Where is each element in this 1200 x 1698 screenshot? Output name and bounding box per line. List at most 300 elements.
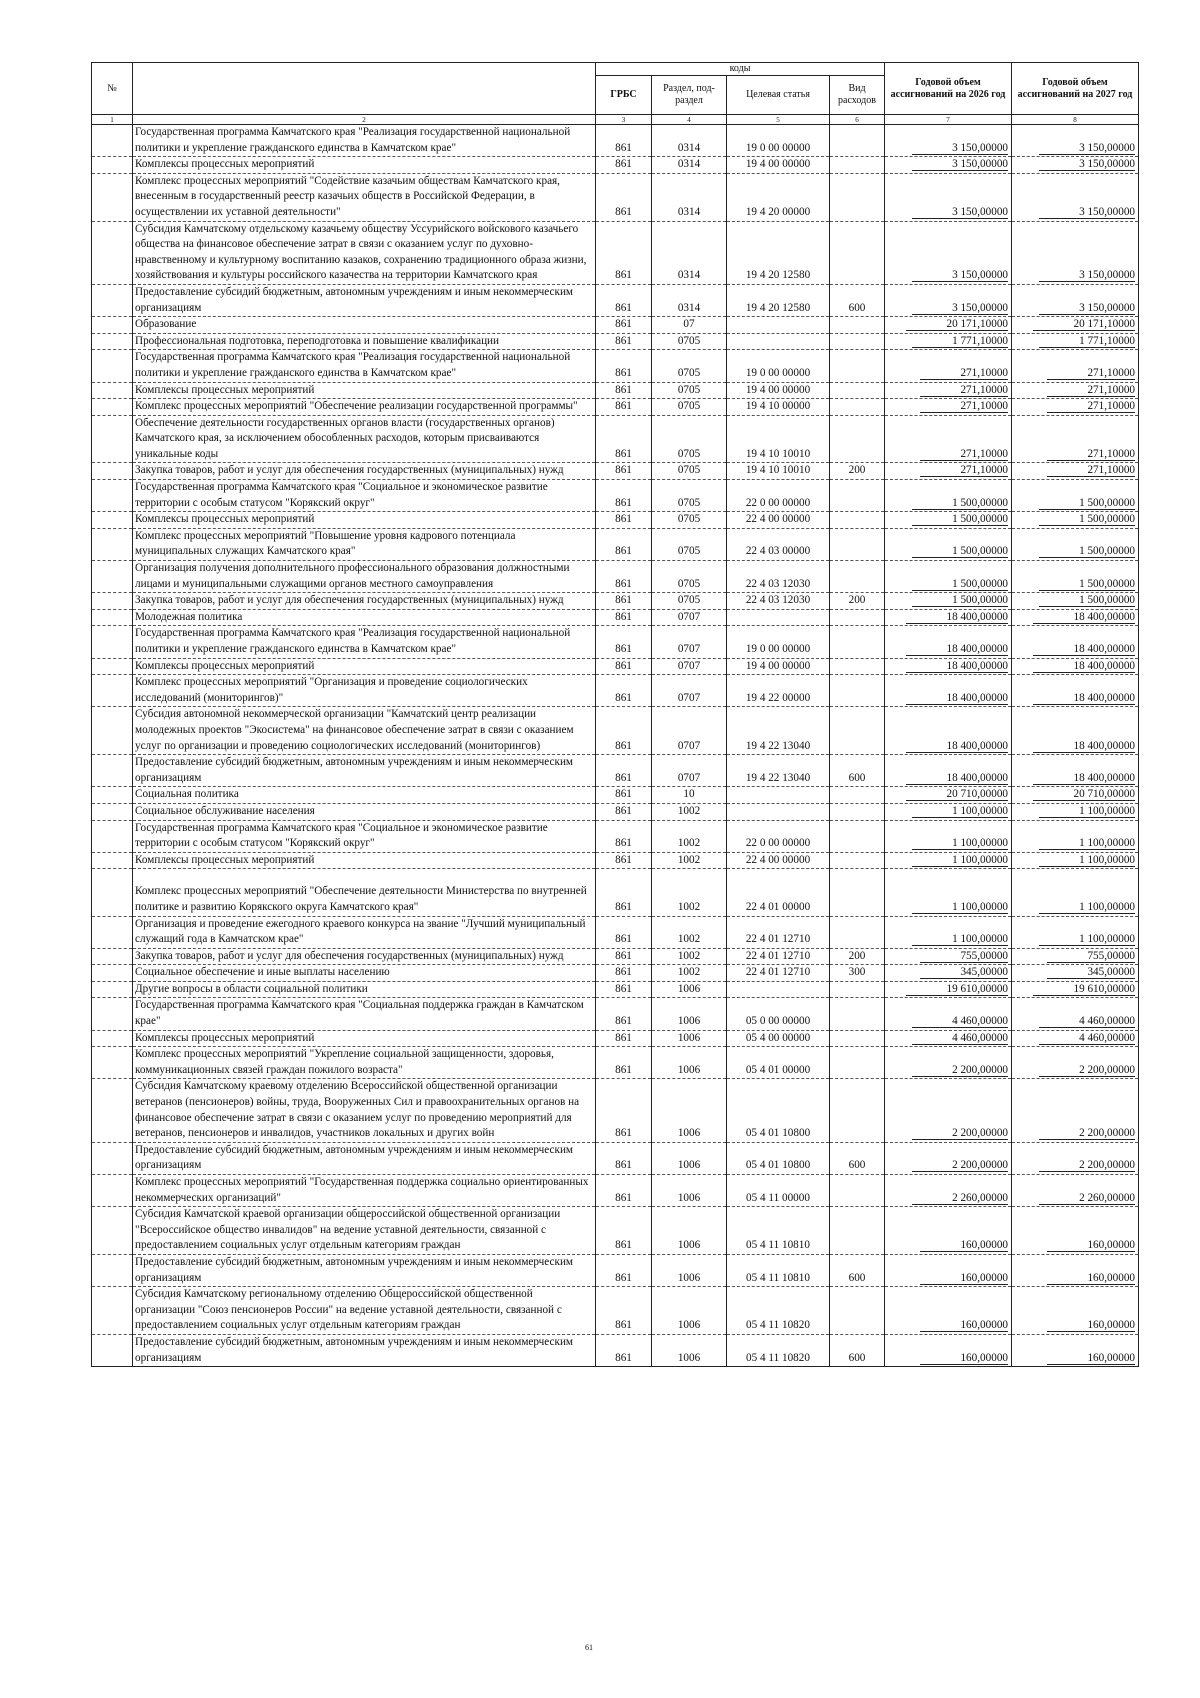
amount-value: 1 500,00000 <box>1039 545 1135 558</box>
amount-value: 4 460,00000 <box>912 1015 1008 1028</box>
row-expense-type-cell: 600 <box>830 1142 885 1174</box>
row-volume-2027-cell <box>1012 1287 1139 1335</box>
amount-value: 1 100,00000 <box>1039 805 1135 818</box>
table-row <box>92 626 1139 658</box>
row-number-cell <box>92 221 133 284</box>
table-row <box>92 1207 1139 1255</box>
row-name-cell: Социальное обеспечение и иные выплаты населению <box>133 965 596 982</box>
amount-value: 3 150,00000 <box>912 142 1008 155</box>
row-volume-2026-cell <box>885 528 1012 560</box>
amount-value: 3 150,00000 <box>912 206 1008 219</box>
row-section-cell: 10 <box>652 787 727 804</box>
row-volume-2026-cell <box>885 803 1012 820</box>
row-volume-2027-cell <box>1012 593 1139 610</box>
row-number-cell <box>92 981 133 998</box>
row-volume-2026-cell <box>885 1334 1012 1366</box>
amount-value: 18 400,00000 <box>1033 611 1135 624</box>
row-article-cell: 19 4 00 00000 <box>727 658 830 675</box>
amount-value: 1 100,00000 <box>1039 837 1135 850</box>
table-row <box>92 173 1139 221</box>
amount-value: 3 150,00000 <box>1039 142 1135 155</box>
row-article-cell: 05 4 01 00000 <box>727 1047 830 1079</box>
row-number-cell <box>92 820 133 852</box>
index-1: 1 <box>92 115 133 125</box>
amount-value: 345,00000 <box>920 966 1008 979</box>
amount-value: 4 460,00000 <box>912 1032 1008 1045</box>
row-volume-2026-cell <box>885 480 1012 512</box>
index-4: 4 <box>652 115 727 125</box>
amount-value: 1 500,00000 <box>912 594 1008 607</box>
row-volume-2027-cell <box>1012 965 1139 982</box>
row-number-cell <box>92 658 133 675</box>
table-row <box>92 998 1139 1030</box>
row-expense-type-cell <box>830 480 885 512</box>
row-section-cell: 0707 <box>652 707 727 755</box>
row-grbs-cell: 861 <box>596 399 652 416</box>
row-grbs-cell: 861 <box>596 561 652 593</box>
row-article-cell: 22 4 01 12710 <box>727 965 830 982</box>
row-grbs-cell: 861 <box>596 869 652 916</box>
row-number-cell <box>92 869 133 916</box>
row-grbs-cell: 861 <box>596 675 652 707</box>
amount-value: 271,10000 <box>920 367 1008 380</box>
row-grbs-cell: 861 <box>596 593 652 610</box>
amount-value: 20 171,10000 <box>1033 318 1135 331</box>
row-article-cell: 19 4 20 00000 <box>727 173 830 221</box>
table-row <box>92 707 1139 755</box>
amount-value: 1 100,00000 <box>912 933 1008 946</box>
amount-value: 1 100,00000 <box>912 854 1008 867</box>
amount-value: 160,00000 <box>920 1319 1008 1332</box>
row-name-cell: Предоставление субсидий бюджетным, автономным учреждениям и иным некоммерческим организациям <box>133 1142 596 1174</box>
row-name-cell: Комплекс процессных мероприятий "Организация и проведение социологических исследований (мониторингов)" <box>133 675 596 707</box>
row-expense-type-cell <box>830 125 885 157</box>
row-number-cell <box>92 593 133 610</box>
table-row <box>92 1047 1139 1079</box>
row-volume-2027-cell <box>1012 221 1139 284</box>
amount-value: 2 200,00000 <box>912 1064 1008 1077</box>
index-3: 3 <box>596 115 652 125</box>
row-grbs-cell: 861 <box>596 1030 652 1047</box>
amount-value: 1 100,00000 <box>1039 854 1135 867</box>
amount-value: 1 100,00000 <box>912 805 1008 818</box>
row-expense-type-cell: 600 <box>830 284 885 316</box>
row-name-cell: Предоставление субсидий бюджетным, автономным учреждениям и иным некоммерческим организациям <box>133 284 596 316</box>
row-number-cell <box>92 1030 133 1047</box>
row-article-cell: 19 4 10 00000 <box>727 399 830 416</box>
row-volume-2027-cell <box>1012 675 1139 707</box>
table-row <box>92 1334 1139 1366</box>
row-volume-2026-cell <box>885 1079 1012 1142</box>
amount-value: 18 400,00000 <box>1033 643 1135 656</box>
row-number-cell <box>92 480 133 512</box>
row-volume-2027-cell <box>1012 1142 1139 1174</box>
row-volume-2026-cell <box>885 415 1012 463</box>
row-grbs-cell: 861 <box>596 480 652 512</box>
row-expense-type-cell <box>830 787 885 804</box>
row-number-cell <box>92 1142 133 1174</box>
row-expense-type-cell <box>830 528 885 560</box>
table-row <box>92 1079 1139 1142</box>
row-volume-2026-cell <box>885 512 1012 529</box>
row-volume-2027-cell <box>1012 658 1139 675</box>
row-volume-2027-cell <box>1012 173 1139 221</box>
row-name-cell: Комплекс процессных мероприятий "Укрепление социальной защищенности, здоровья, коммуникационных связей граждан пожилого возраста" <box>133 1047 596 1079</box>
row-expense-type-cell: 600 <box>830 755 885 787</box>
row-name-cell: Комплексы процессных мероприятий <box>133 658 596 675</box>
amount-value: 160,00000 <box>920 1272 1008 1285</box>
row-name-cell: Организация и проведение ежегодного краевого конкурса на звание "Лучший муниципальный служащий года в Камчатском крае" <box>133 916 596 948</box>
row-article-cell: 19 0 00 00000 <box>727 626 830 658</box>
amount-value: 1 500,00000 <box>912 545 1008 558</box>
row-name-cell: Комплексы процессных мероприятий <box>133 512 596 529</box>
amount-value: 3 150,00000 <box>1039 158 1135 171</box>
header-volume-2026: Годовой объем ассигнований на 2026 год <box>885 63 1012 115</box>
row-name-cell: Государственная программа Камчатского края "Реализация государственной национальной политики и укрепление гражданского единства в Камчатском крае" <box>133 350 596 382</box>
row-article-cell: 22 4 03 00000 <box>727 528 830 560</box>
row-number-cell <box>92 125 133 157</box>
row-number-cell <box>92 707 133 755</box>
amount-value: 18 400,00000 <box>1033 660 1135 673</box>
row-volume-2027-cell <box>1012 528 1139 560</box>
row-section-cell: 0707 <box>652 755 727 787</box>
row-expense-type-cell <box>830 1207 885 1255</box>
amount-value: 1 500,00000 <box>912 578 1008 591</box>
row-volume-2026-cell <box>885 157 1012 174</box>
row-grbs-cell: 861 <box>596 1334 652 1366</box>
row-name-cell: Организация получения дополнительного профессионального образования должностными лицами и муниципальными служащими органов местного самоуправления <box>133 561 596 593</box>
table-row <box>92 157 1139 174</box>
row-number-cell <box>92 1287 133 1335</box>
amount-value: 20 710,00000 <box>906 788 1008 801</box>
row-grbs-cell: 861 <box>596 1254 652 1286</box>
row-volume-2027-cell <box>1012 350 1139 382</box>
row-number-cell <box>92 609 133 626</box>
row-section-cell: 1002 <box>652 803 727 820</box>
row-name-cell: Государственная программа Камчатского края "Реализация государственной национальной политики и укрепление гражданского единства в Камчатском крае" <box>133 125 596 157</box>
row-number-cell <box>92 317 133 334</box>
row-article-cell: 05 4 01 10800 <box>727 1079 830 1142</box>
row-article-cell: 22 4 00 00000 <box>727 852 830 869</box>
row-volume-2026-cell <box>885 707 1012 755</box>
amount-value: 271,10000 <box>920 448 1008 461</box>
amount-value: 271,10000 <box>920 464 1008 477</box>
table-row <box>92 609 1139 626</box>
row-grbs-cell: 861 <box>596 221 652 284</box>
row-volume-2026-cell <box>885 333 1012 350</box>
index-8: 8 <box>1012 115 1139 125</box>
row-expense-type-cell <box>830 350 885 382</box>
row-volume-2026-cell <box>885 1175 1012 1207</box>
row-grbs-cell: 861 <box>596 415 652 463</box>
row-expense-type-cell <box>830 707 885 755</box>
row-expense-type-cell <box>830 609 885 626</box>
table-row <box>92 333 1139 350</box>
header-grbs: ГРБС <box>596 76 652 115</box>
row-volume-2026-cell <box>885 626 1012 658</box>
row-name-cell: Закупка товаров, работ и услуг для обеспечения государственных (муниципальных) нужд <box>133 463 596 480</box>
row-name-cell: Закупка товаров, работ и услуг для обеспечения государственных (муниципальных) нужд <box>133 593 596 610</box>
row-article-cell: 05 4 11 10820 <box>727 1334 830 1366</box>
row-name-cell: Комплексы процессных мероприятий <box>133 852 596 869</box>
amount-value: 271,10000 <box>1047 448 1135 461</box>
amount-value: 1 100,00000 <box>912 837 1008 850</box>
row-volume-2027-cell <box>1012 707 1139 755</box>
header-volume-2027: Годовой объем ассигнований на 2027 год <box>1012 63 1139 115</box>
row-volume-2027-cell <box>1012 869 1139 916</box>
row-expense-type-cell <box>830 869 885 916</box>
row-volume-2027-cell <box>1012 1079 1139 1142</box>
row-number-cell <box>92 157 133 174</box>
row-volume-2027-cell <box>1012 317 1139 334</box>
row-name-cell: Обеспечение деятельности государственных органов власти (государственных органов) Камчатского края, за исключением обособленных расходов, которым присваиваются уникальные коды <box>133 415 596 463</box>
amount-value: 2 260,00000 <box>1039 1192 1135 1205</box>
amount-value: 1 771,10000 <box>912 335 1008 348</box>
row-name-cell: Государственная программа Камчатского края "Социальное и экономическое развитие территории с особым статусом "Корякский округ" <box>133 820 596 852</box>
row-name-cell: Государственная программа Камчатского края "Социальная поддержка граждан в Камчатском крае" <box>133 998 596 1030</box>
header-number: № <box>92 63 133 115</box>
row-volume-2026-cell <box>885 593 1012 610</box>
row-number-cell <box>92 626 133 658</box>
row-article-cell: 19 4 22 13040 <box>727 755 830 787</box>
row-expense-type-cell <box>830 1030 885 1047</box>
amount-value: 160,00000 <box>920 1352 1008 1365</box>
row-section-cell: 1002 <box>652 965 727 982</box>
table-row <box>92 221 1139 284</box>
row-section-cell: 1006 <box>652 1254 727 1286</box>
amount-value: 18 400,00000 <box>906 740 1008 753</box>
row-grbs-cell: 861 <box>596 382 652 399</box>
amount-value: 3 150,00000 <box>1039 269 1135 282</box>
amount-value: 755,00000 <box>1047 950 1135 963</box>
row-article-cell: 22 4 01 12710 <box>727 916 830 948</box>
row-name-cell: Другие вопросы в области социальной политики <box>133 981 596 998</box>
amount-value: 160,00000 <box>1047 1352 1135 1365</box>
row-number-cell <box>92 803 133 820</box>
row-volume-2027-cell <box>1012 1047 1139 1079</box>
amount-value: 18 400,00000 <box>1033 740 1135 753</box>
table-row <box>92 1254 1139 1286</box>
row-grbs-cell: 861 <box>596 626 652 658</box>
row-expense-type-cell <box>830 981 885 998</box>
row-grbs-cell: 861 <box>596 787 652 804</box>
table-row <box>92 463 1139 480</box>
row-volume-2026-cell <box>885 820 1012 852</box>
row-volume-2026-cell <box>885 173 1012 221</box>
row-grbs-cell: 861 <box>596 609 652 626</box>
row-volume-2027-cell <box>1012 981 1139 998</box>
row-grbs-cell: 861 <box>596 755 652 787</box>
row-number-cell <box>92 1175 133 1207</box>
row-expense-type-cell <box>830 998 885 1030</box>
row-name-cell: Предоставление субсидий бюджетным, автономным учреждениям и иным некоммерческим организациям <box>133 1254 596 1286</box>
table-row <box>92 317 1139 334</box>
row-expense-type-cell: 300 <box>830 965 885 982</box>
row-grbs-cell: 861 <box>596 1079 652 1142</box>
row-section-cell: 0314 <box>652 157 727 174</box>
amount-value: 1 500,00000 <box>912 497 1008 510</box>
row-article-cell: 22 4 03 12030 <box>727 561 830 593</box>
row-number-cell <box>92 561 133 593</box>
row-expense-type-cell <box>830 658 885 675</box>
row-article-cell: 05 4 11 10810 <box>727 1207 830 1255</box>
table-row <box>92 593 1139 610</box>
row-volume-2027-cell <box>1012 1334 1139 1366</box>
row-section-cell: 0705 <box>652 399 727 416</box>
row-expense-type-cell <box>830 512 885 529</box>
row-expense-type-cell <box>830 221 885 284</box>
row-volume-2026-cell <box>885 382 1012 399</box>
table-row <box>92 512 1139 529</box>
row-grbs-cell: 861 <box>596 528 652 560</box>
amount-value: 3 150,00000 <box>912 269 1008 282</box>
row-volume-2027-cell <box>1012 480 1139 512</box>
table-row <box>92 399 1139 416</box>
row-section-cell: 1006 <box>652 1047 727 1079</box>
row-section-cell: 0705 <box>652 350 727 382</box>
row-grbs-cell: 861 <box>596 981 652 998</box>
row-volume-2027-cell <box>1012 561 1139 593</box>
row-grbs-cell: 861 <box>596 1142 652 1174</box>
row-expense-type-cell: 200 <box>830 948 885 965</box>
table-row <box>92 1287 1139 1335</box>
budget-table-sheet <box>91 62 1138 1367</box>
amount-value: 1 100,00000 <box>1039 901 1135 914</box>
row-article-cell: 05 4 11 00000 <box>727 1175 830 1207</box>
row-section-cell: 0314 <box>652 173 727 221</box>
row-grbs-cell: 861 <box>596 948 652 965</box>
row-volume-2026-cell <box>885 658 1012 675</box>
row-grbs-cell: 861 <box>596 173 652 221</box>
row-article-cell: 05 0 00 00000 <box>727 998 830 1030</box>
row-article-cell <box>727 317 830 334</box>
row-grbs-cell: 861 <box>596 965 652 982</box>
row-volume-2027-cell <box>1012 333 1139 350</box>
amount-value: 1 771,10000 <box>1039 335 1135 348</box>
amount-value: 2 200,00000 <box>1039 1127 1135 1140</box>
amount-value: 160,00000 <box>1047 1319 1135 1332</box>
amount-value: 1 500,00000 <box>912 513 1008 526</box>
row-volume-2027-cell <box>1012 626 1139 658</box>
row-volume-2026-cell <box>885 1047 1012 1079</box>
row-name-cell: Предоставление субсидий бюджетным, автономным учреждениям и иным некоммерческим организациям <box>133 1334 596 1366</box>
amount-value: 345,00000 <box>1047 966 1135 979</box>
row-number-cell <box>92 965 133 982</box>
amount-value: 2 200,00000 <box>912 1159 1008 1172</box>
table-row <box>92 852 1139 869</box>
amount-value: 20 710,00000 <box>1033 788 1135 801</box>
table-row <box>92 528 1139 560</box>
table-row <box>92 561 1139 593</box>
row-article-cell: 19 4 00 00000 <box>727 157 830 174</box>
row-volume-2026-cell <box>885 221 1012 284</box>
row-number-cell <box>92 463 133 480</box>
header-codes: коды <box>596 63 885 76</box>
row-name-cell: Молодежная политика <box>133 609 596 626</box>
row-name-cell: Государственная программа Камчатского края "Реализация государственной национальной политики и укрепление гражданского единства в Камчатском крае" <box>133 626 596 658</box>
row-number-cell <box>92 415 133 463</box>
row-volume-2026-cell <box>885 1254 1012 1286</box>
table-body <box>92 125 1139 1367</box>
table-row <box>92 480 1139 512</box>
row-grbs-cell: 861 <box>596 284 652 316</box>
row-section-cell: 0705 <box>652 512 727 529</box>
amount-value: 271,10000 <box>1047 367 1135 380</box>
index-6: 6 <box>830 115 885 125</box>
row-name-cell: Социальное обслуживание населения <box>133 803 596 820</box>
row-section-cell: 0705 <box>652 415 727 463</box>
row-volume-2027-cell <box>1012 1207 1139 1255</box>
row-grbs-cell: 861 <box>596 333 652 350</box>
row-name-cell: Комплекс процессных мероприятий "Содействие казачьим обществам Камчатского края, внесенным в государственный реестр казачьих обществ в Российской Федерации, в осуществлении их уставной деятельности" <box>133 173 596 221</box>
row-section-cell: 1006 <box>652 1287 727 1335</box>
row-section-cell: 0705 <box>652 480 727 512</box>
table-row <box>92 981 1139 998</box>
amount-value: 1 500,00000 <box>1039 513 1135 526</box>
row-article-cell <box>727 981 830 998</box>
row-grbs-cell: 861 <box>596 125 652 157</box>
row-expense-type-cell <box>830 916 885 948</box>
row-expense-type-cell: 200 <box>830 593 885 610</box>
amount-value: 271,10000 <box>1047 384 1135 397</box>
row-article-cell: 19 4 20 12580 <box>727 284 830 316</box>
amount-value: 18 400,00000 <box>906 772 1008 785</box>
row-expense-type-cell: 600 <box>830 1254 885 1286</box>
row-name-cell: Субсидия Камчатскому отдельскому казачьему обществу Уссурийского войскового казачьего общества на финансовое обеспечение затрат в связи с оказанием услуг по духовно-нравственному и культурному воспитанию казаков, сохранению традиционного образа жизни, хозяйствования и культуры российского казачества на территории Камчатского края <box>133 221 596 284</box>
row-number-cell <box>92 528 133 560</box>
row-expense-type-cell <box>830 1047 885 1079</box>
amount-value: 2 200,00000 <box>1039 1064 1135 1077</box>
row-article-cell: 05 4 11 10820 <box>727 1287 830 1335</box>
row-volume-2026-cell <box>885 998 1012 1030</box>
row-volume-2026-cell <box>885 852 1012 869</box>
row-volume-2027-cell <box>1012 609 1139 626</box>
row-volume-2027-cell <box>1012 415 1139 463</box>
row-section-cell: 0707 <box>652 658 727 675</box>
row-volume-2027-cell <box>1012 1175 1139 1207</box>
row-article-cell: 19 4 22 13040 <box>727 707 830 755</box>
row-article-cell <box>727 609 830 626</box>
table-row <box>92 948 1139 965</box>
amount-value: 18 400,00000 <box>1033 692 1135 705</box>
row-section-cell: 0705 <box>652 382 727 399</box>
row-grbs-cell: 861 <box>596 157 652 174</box>
row-number-cell <box>92 1079 133 1142</box>
row-grbs-cell: 861 <box>596 1207 652 1255</box>
index-2: 2 <box>133 115 596 125</box>
table-row <box>92 284 1139 316</box>
row-section-cell: 0707 <box>652 609 727 626</box>
row-grbs-cell: 861 <box>596 998 652 1030</box>
row-section-cell: 1002 <box>652 916 727 948</box>
row-article-cell: 19 0 00 00000 <box>727 125 830 157</box>
table-row <box>92 965 1139 982</box>
row-volume-2026-cell <box>885 675 1012 707</box>
table-row <box>92 755 1139 787</box>
table-row <box>92 820 1139 852</box>
row-section-cell: 0705 <box>652 528 727 560</box>
row-grbs-cell: 861 <box>596 1047 652 1079</box>
row-number-cell <box>92 1334 133 1366</box>
row-grbs-cell: 861 <box>596 916 652 948</box>
amount-value: 1 500,00000 <box>1039 578 1135 591</box>
row-number-cell <box>92 333 133 350</box>
row-expense-type-cell <box>830 852 885 869</box>
amount-value: 20 171,10000 <box>906 318 1008 331</box>
row-article-cell: 05 4 11 10810 <box>727 1254 830 1286</box>
amount-value: 1 500,00000 <box>1039 594 1135 607</box>
row-number-cell <box>92 1207 133 1255</box>
